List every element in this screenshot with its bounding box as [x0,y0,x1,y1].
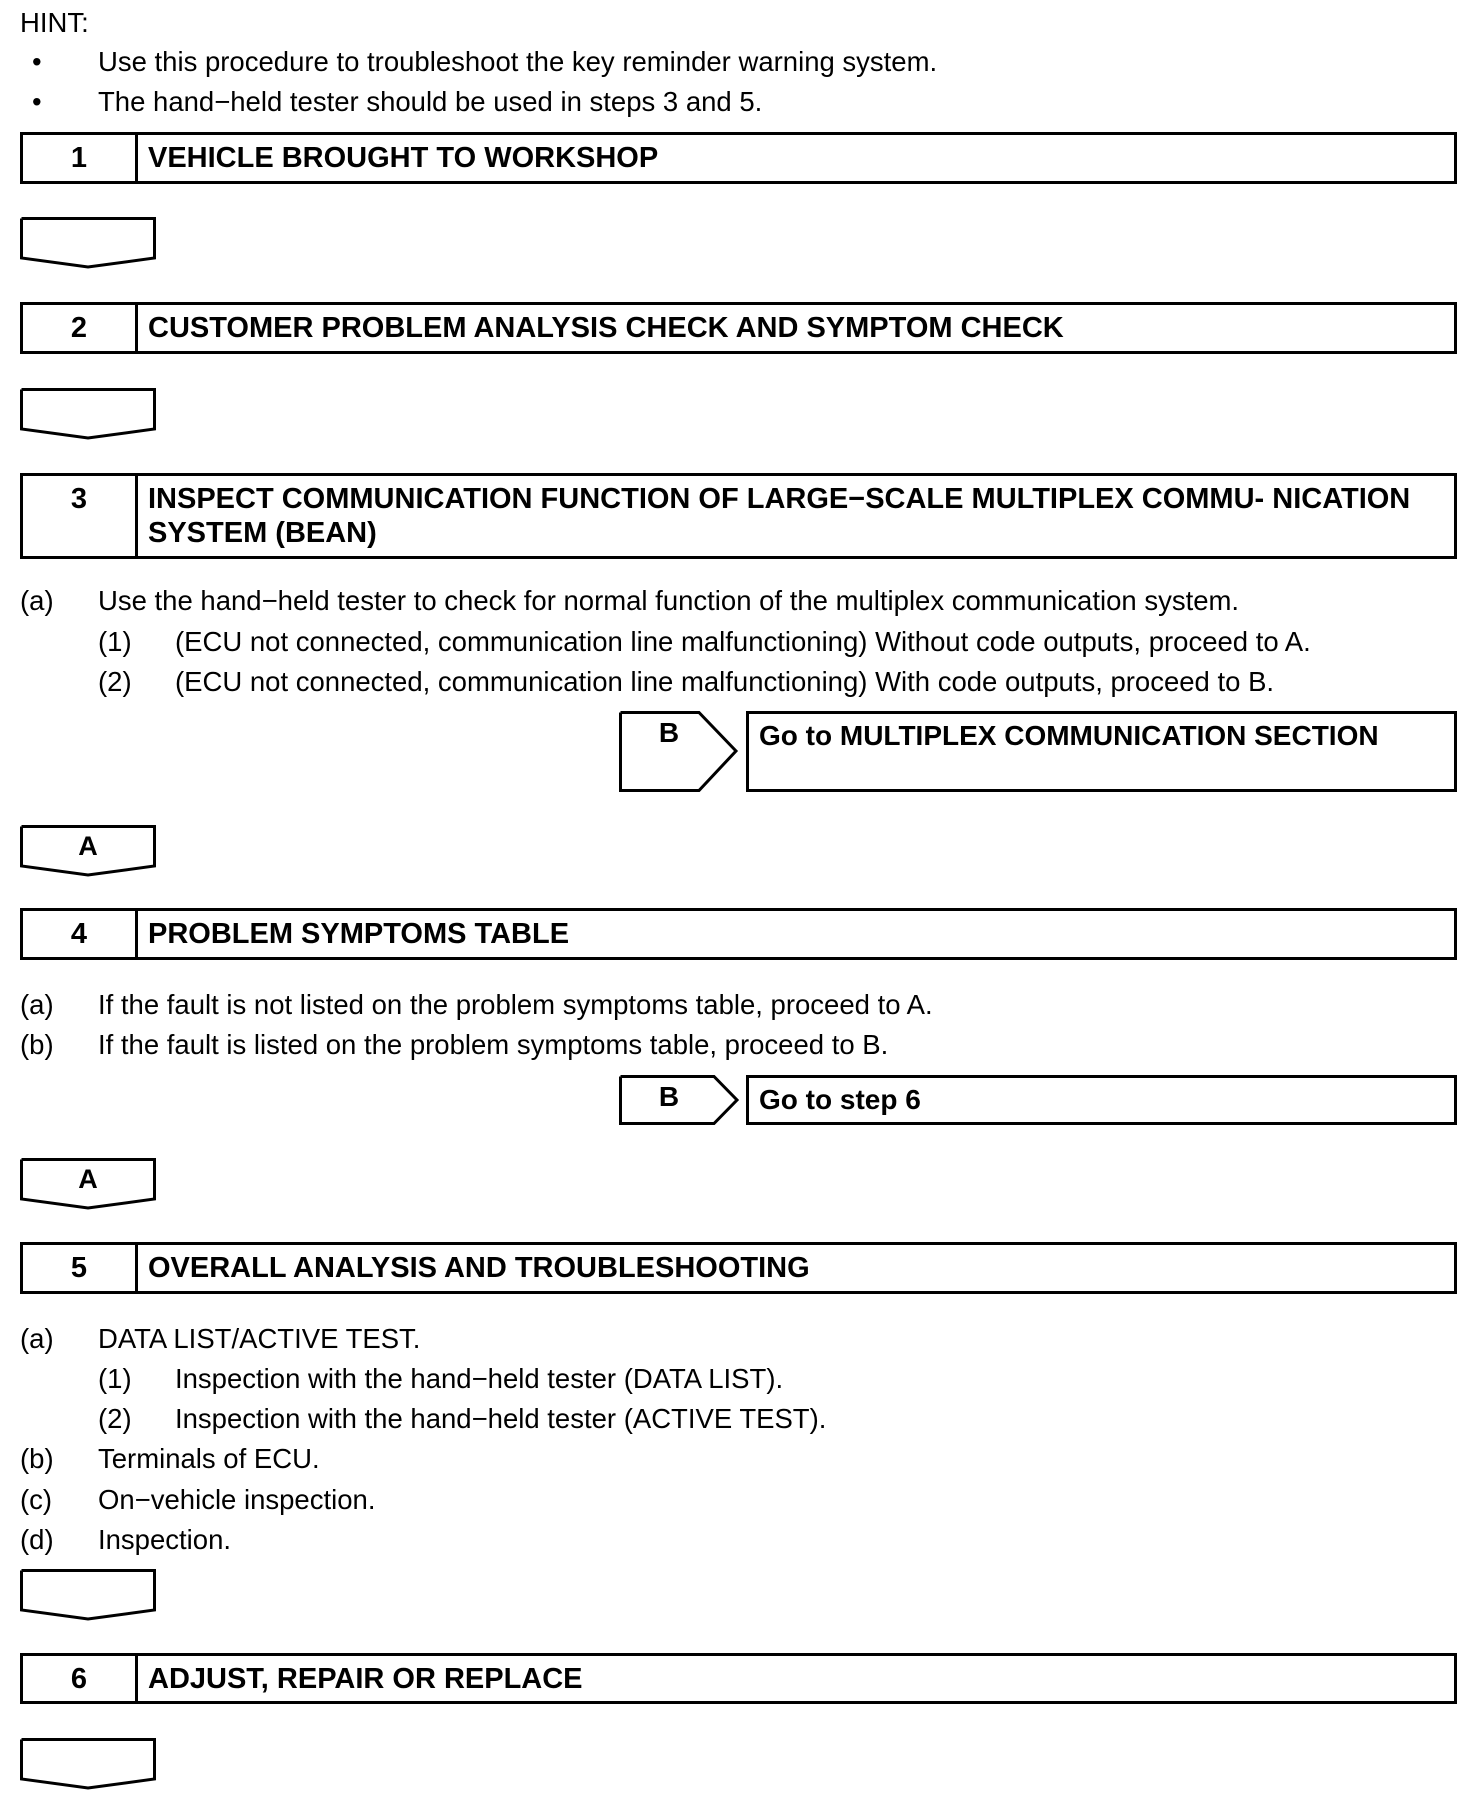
item-label: (1) [98,1363,132,1394]
hint-item: Use this procedure to troubleshoot the key reminder warning system. [98,46,938,77]
step-number: 1 [23,135,138,181]
hint-label: HINT: [20,7,89,38]
item-label: (a) [20,989,54,1020]
item-label: (2) [98,666,132,697]
item-text: Inspection. [98,1524,232,1555]
step-number: 4 [23,911,138,957]
flow-label: A [78,831,98,861]
step-number: 2 [23,305,138,351]
branch-b-arrow [619,711,739,792]
step-title: PROBLEM SYMPTOMS TABLE [148,918,570,950]
item-text: Use the hand−held tester to check for normal function of the multiplex communication system. [98,585,1240,616]
item-label: (a) [20,585,54,616]
step-1-header [20,132,1457,184]
step-3-header [20,473,1457,559]
item-label: (d) [20,1524,54,1555]
flow-arrow-a [20,825,156,877]
step-title: CUSTOMER PROBLEM ANALYSIS CHECK AND SYMPTOM CHECK [148,312,1064,344]
item-text: Inspection with the hand−held tester (DATA LIST). [175,1363,784,1394]
flow-arrow-icon [20,388,156,440]
flow-arrow-icon [20,1738,156,1790]
hint-item: The hand−held tester should be used in steps 3 and 5. [98,86,763,117]
item-label: (a) [20,1323,54,1354]
step-number: 6 [23,1656,138,1701]
flow-arrow-icon [20,1569,156,1621]
step-title: VEHICLE BROUGHT TO WORKSHOP [148,142,659,174]
item-label: (1) [98,626,132,657]
item-text: Inspection with the hand−held tester (ACTIVE TEST). [175,1403,827,1434]
flow-label: A [78,1164,98,1194]
bullet: • [32,46,42,77]
item-label: (b) [20,1029,54,1060]
branch-destination: Go to MULTIPLEX COMMUNICATION SECTION [746,711,1457,792]
step-4-header [20,908,1457,960]
branch-destination: Go to step 6 [746,1075,1457,1125]
step-number: 3 [23,476,138,556]
step-title: ADJUST, REPAIR OR REPLACE [148,1663,583,1695]
item-text: If the fault is listed on the problem symptoms table, proceed to B. [98,1029,889,1060]
item-text: (ECU not connected, communication line malfunctioning) Without code outputs, proceed to A. [175,626,1311,657]
branch-label: B [658,717,680,748]
step-6-header [20,1653,1457,1704]
item-label: (b) [20,1443,54,1474]
step-number: 5 [23,1245,138,1291]
item-label: (c) [20,1484,53,1515]
step-title: OVERALL ANALYSIS AND TROUBLESHOOTING [148,1252,810,1284]
bullet: • [32,86,42,117]
item-text: On−vehicle inspection. [98,1484,376,1515]
branch-b-arrow [619,1075,739,1125]
branch-label: B [658,1081,680,1112]
item-text: (ECU not connected, communication line malfunctioning) With code outputs, proceed to B. [175,666,1275,697]
step-2-header [20,302,1457,354]
flow-arrow-icon [20,217,156,269]
step-title: INSPECT COMMUNICATION FUNCTION OF LARGE−SCALE MULTIPLEX COMMU- NICATION SYSTEM (BEAN) [148,483,1411,549]
item-label: (2) [98,1403,132,1434]
flow-arrow-a [20,1158,156,1210]
item-text: If the fault is not listed on the problem symptoms table, proceed to A. [98,989,933,1020]
step-5-header [20,1242,1457,1294]
item-text: Terminals of ECU. [98,1443,320,1474]
item-text: DATA LIST/ACTIVE TEST. [98,1323,421,1354]
